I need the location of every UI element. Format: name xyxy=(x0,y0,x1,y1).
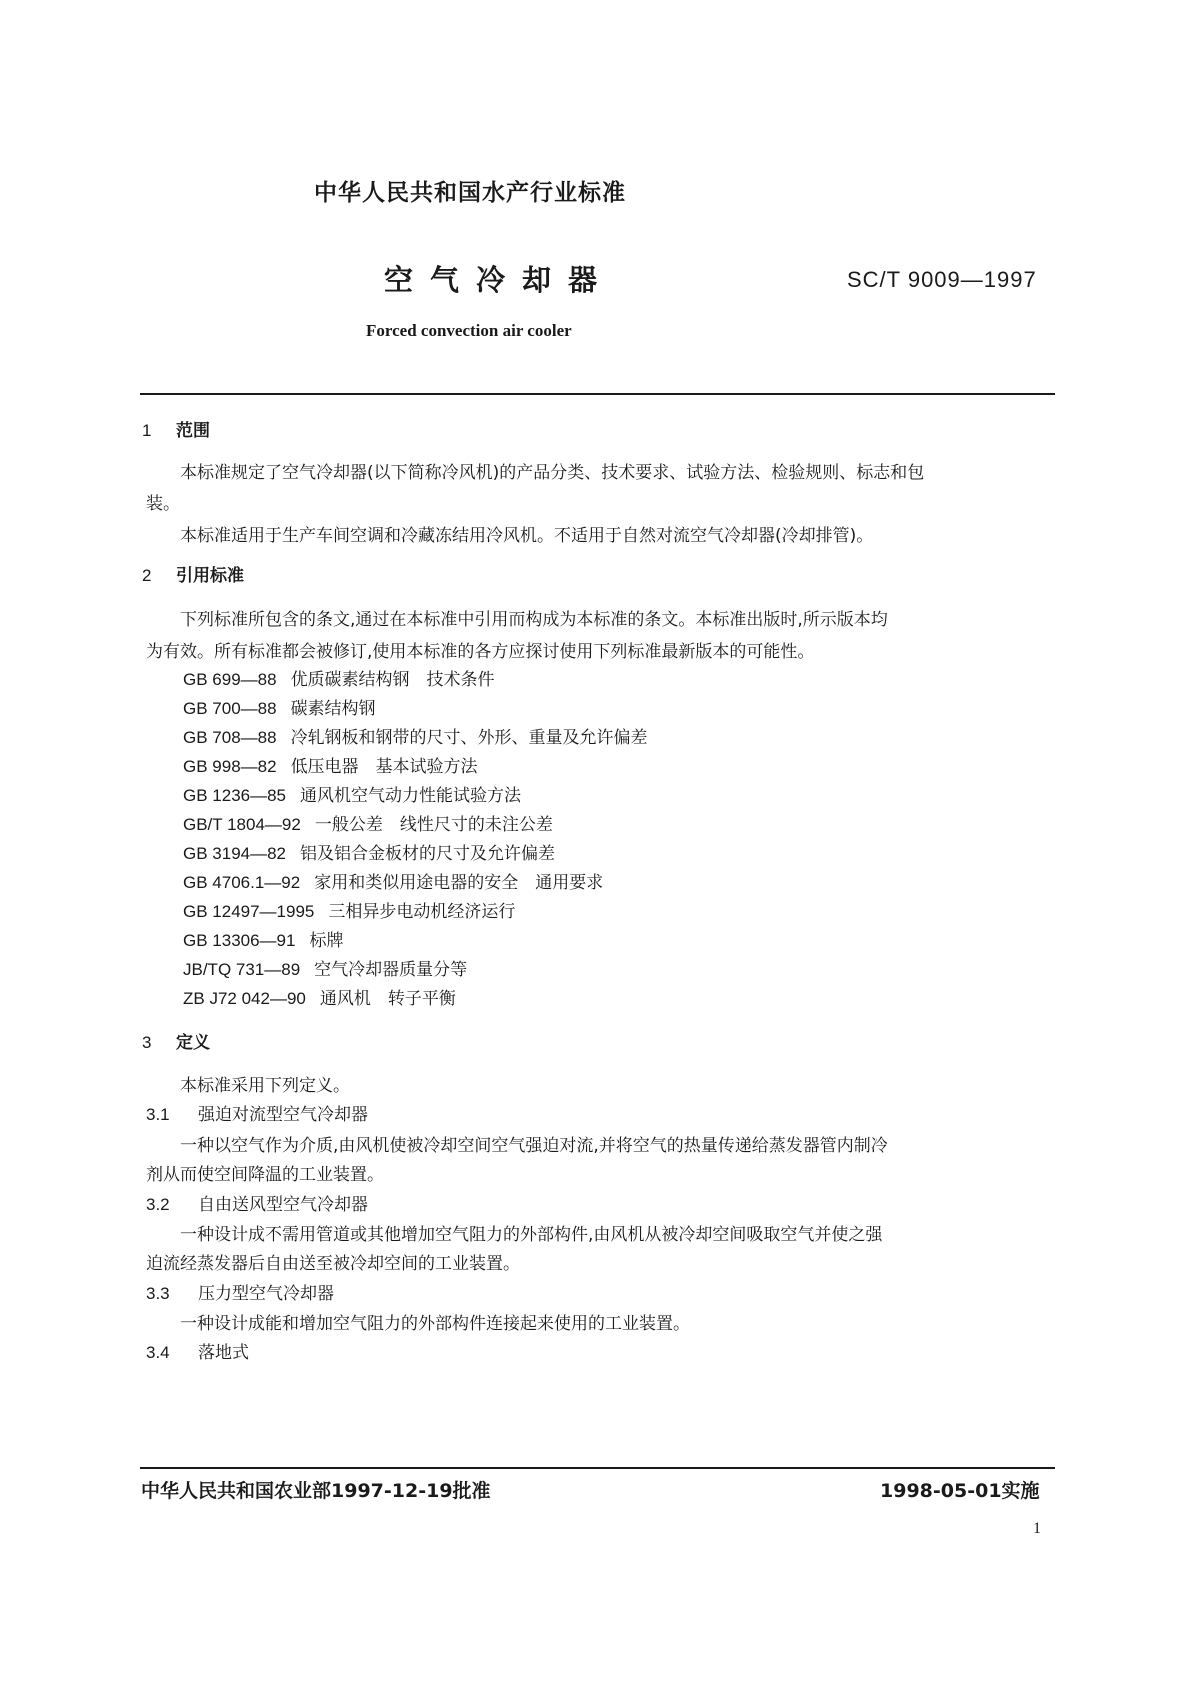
list-item xyxy=(183,694,376,719)
section-3-heading xyxy=(142,1028,210,1053)
issuing-body: 中华人民共和国水产行业标准 xyxy=(314,180,626,206)
definition-3-1-heading xyxy=(146,1100,368,1125)
standard-code: SC/T 9009—1997 xyxy=(847,267,1037,292)
ref-code: GB 13306—91 xyxy=(183,931,296,950)
ref-title: 一般公差 线性尺寸的未注公差 xyxy=(314,815,553,835)
definition-term: 压力型空气冷却器 xyxy=(198,1284,334,1304)
list-item xyxy=(183,665,495,690)
section-number: 3 xyxy=(142,1033,152,1052)
ref-title: 标牌 xyxy=(309,931,344,951)
ref-title: 空气冷却器质量分等 xyxy=(314,960,468,980)
definition-number: 3.2 xyxy=(146,1195,170,1214)
section-1-paragraph-1-cont: 装。 xyxy=(146,494,180,514)
header-divider xyxy=(140,393,1055,395)
english-title: Forced convection air cooler xyxy=(366,321,572,340)
ref-code: GB 4706.1—92 xyxy=(183,873,301,892)
definition-term: 自由送风型空气冷却器 xyxy=(198,1195,368,1215)
section-2-paragraph: 下列标准所包含的条文,通过在本标准中引用而构成为本标准的条文。本标准出版时,所示版本均 xyxy=(180,610,888,630)
ref-code: GB 699—88 xyxy=(183,670,277,689)
ref-code: GB 700—88 xyxy=(183,699,277,718)
definition-3-2-text: 一种设计成不需用管道或其他增加空气阻力的外部构件,由风机从被冷却空间吸取空气并使之强 xyxy=(180,1225,883,1245)
list-item xyxy=(183,781,521,806)
ref-code: ZB J72 042—90 xyxy=(183,989,306,1008)
ref-title: 家用和类似用途电器的安全 通用要求 xyxy=(314,873,604,893)
list-item xyxy=(183,868,603,893)
list-item xyxy=(183,723,648,748)
document-title: 空气冷却器 xyxy=(384,263,615,297)
definition-3-4-heading xyxy=(146,1338,249,1363)
effective-date: 1998-05-01实施 xyxy=(880,1480,1040,1502)
section-2-heading xyxy=(142,561,244,586)
section-3-intro: 本标准采用下列定义。 xyxy=(180,1076,350,1096)
definition-number: 3.4 xyxy=(146,1343,170,1362)
footer-divider xyxy=(140,1467,1055,1469)
list-item xyxy=(183,839,555,864)
section-1-paragraph-2: 本标准适用于生产车间空调和冷藏冻结用冷风机。不适用于自然对流空气冷却器(冷却排管)。 xyxy=(180,526,874,546)
definition-3-3-heading xyxy=(146,1279,334,1304)
ref-code: JB/TQ 731—89 xyxy=(183,960,301,979)
list-item xyxy=(183,752,478,777)
definition-term: 强迫对流型空气冷却器 xyxy=(198,1105,368,1125)
ref-code: GB 3194—82 xyxy=(183,844,287,863)
approval-statement: 中华人民共和国农业部1997-12-19批准 xyxy=(141,1480,491,1502)
list-item xyxy=(183,984,456,1009)
definition-number: 3.1 xyxy=(146,1105,170,1124)
list-item xyxy=(183,810,553,835)
ref-title: 三相异步电动机经济运行 xyxy=(328,902,516,922)
definition-3-1-text-cont: 剂从而使空间降温的工业装置。 xyxy=(146,1165,384,1185)
ref-code: GB 12497—1995 xyxy=(183,902,315,921)
ref-code: GB 708—88 xyxy=(183,728,277,747)
ref-title: 冷轧钢板和钢带的尺寸、外形、重量及允许偏差 xyxy=(290,728,648,748)
list-item xyxy=(183,955,467,980)
definition-number: 3.3 xyxy=(146,1284,170,1303)
section-1-paragraph-1: 本标准规定了空气冷却器(以下简称冷风机)的产品分类、技术要求、试验方法、检验规则、标志和包 xyxy=(180,463,925,483)
section-number: 1 xyxy=(142,421,152,440)
page-number: 1 xyxy=(1033,1520,1041,1537)
list-item xyxy=(183,897,515,922)
section-title: 引用标准 xyxy=(176,566,244,586)
section-title: 定义 xyxy=(176,1033,210,1053)
definition-3-2-heading xyxy=(146,1190,368,1215)
ref-title: 优质碳素结构钢 技术条件 xyxy=(290,670,495,690)
list-item xyxy=(183,926,343,951)
definition-3-3-text: 一种设计成能和增加空气阻力的外部构件连接起来使用的工业装置。 xyxy=(180,1314,690,1334)
section-number: 2 xyxy=(142,566,152,585)
ref-code: GB 998—82 xyxy=(183,757,277,776)
ref-title: 碳素结构钢 xyxy=(290,699,376,719)
section-1-heading xyxy=(142,416,210,441)
ref-title: 通风机空气动力性能试验方法 xyxy=(300,786,522,806)
ref-title: 通风机 转子平衡 xyxy=(319,989,456,1009)
ref-title: 低压电器 基本试验方法 xyxy=(290,757,478,777)
section-title: 范围 xyxy=(176,421,210,441)
definition-3-1-text: 一种以空气作为介质,由风机使被冷却空间空气强迫对流,并将空气的热量传递给蒸发器管内制冷 xyxy=(180,1136,888,1156)
ref-code: GB/T 1804—92 xyxy=(183,815,301,834)
ref-title: 铝及铝合金板材的尺寸及允许偏差 xyxy=(300,844,556,864)
ref-code: GB 1236—85 xyxy=(183,786,287,805)
definition-term: 落地式 xyxy=(198,1343,249,1363)
definition-3-2-text-cont: 迫流经蒸发器后自由送至被冷却空间的工业装置。 xyxy=(146,1254,520,1274)
section-2-paragraph-cont: 为有效。所有标准都会被修订,使用本标准的各方应探讨使用下列标准最新版本的可能性。 xyxy=(146,642,815,662)
